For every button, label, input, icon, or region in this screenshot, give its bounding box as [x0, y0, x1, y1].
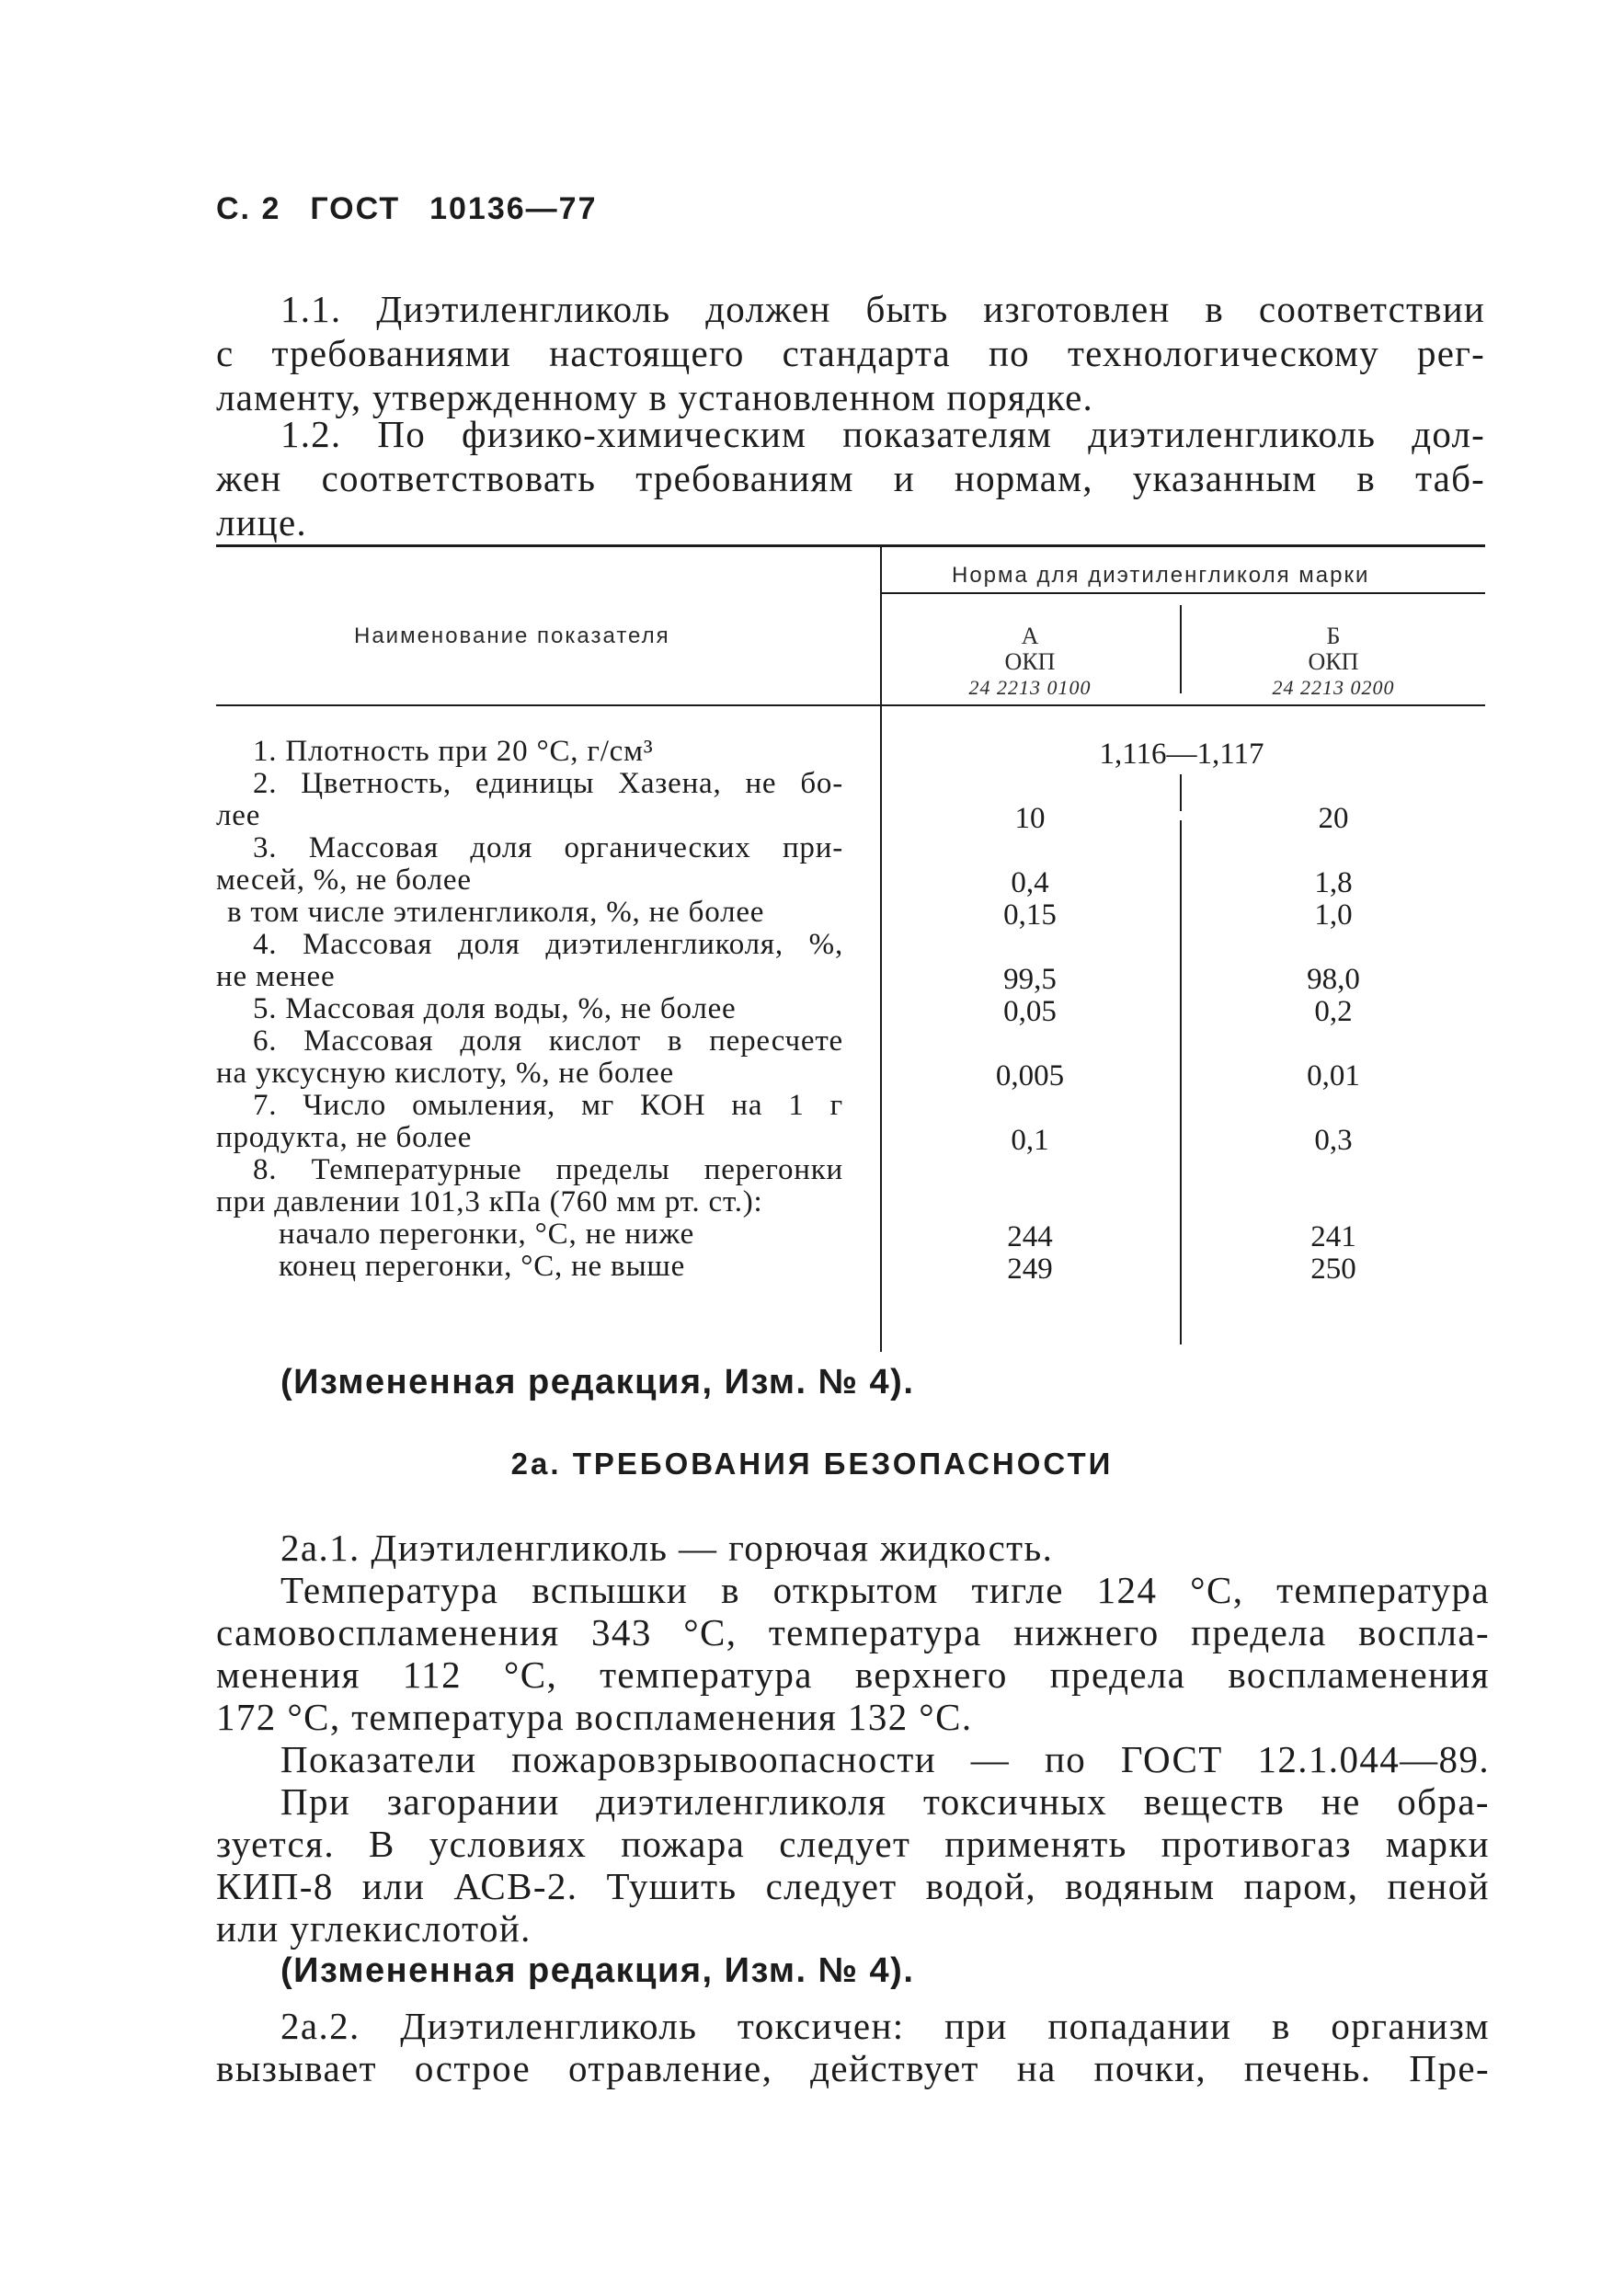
grade-label: Б	[1326, 623, 1341, 649]
table-row-label: начало перегонки, °С, не ниже	[279, 1218, 695, 1251]
table-cell-b: 250	[1310, 1253, 1356, 1286]
table-row-label: 8. Температурные пределы перегонки при давлении 101,3 кПа (760 мм рт. ст.):	[216, 1153, 843, 1218]
table-row-label: 1. Плотность при 20 °С, г/см³	[253, 735, 654, 768]
column-header-grade-a	[892, 623, 1168, 701]
text-line: жен соответствовать требованиям и нормам, указанным в таб-	[216, 457, 1485, 499]
section-title: 2а. ТРЕБОВАНИЯ БЕЗОПАСНОСТИ	[510, 1447, 1114, 1481]
table-cell-b: 1,8	[1314, 866, 1353, 899]
column-header-grade-b	[1191, 623, 1476, 701]
table-cell-a: 244	[1007, 1220, 1053, 1253]
table-header-bottom-rule	[216, 704, 1485, 706]
table-divider	[880, 544, 882, 1352]
okp-label: ОКП	[1004, 648, 1056, 675]
table-cell-a: 0,05	[1003, 995, 1057, 1028]
table-cell-b: 0,2	[1314, 995, 1353, 1028]
table-row-label: в том числе этиленгликоля, %, не более	[227, 896, 765, 929]
text-line: 172 °С, температура воспламенения 132 °С.	[216, 1696, 973, 1738]
text-line: Температура вспышки в открытом тигле 124 °С, температура	[280, 1569, 1490, 1611]
section-body-b	[216, 2005, 1490, 2089]
text-line: зуется. В условиях пожара следует применять противогаз марки	[216, 1823, 1490, 1865]
amendment-note: (Измененная редакция, Изм. № 4).	[280, 1951, 915, 1990]
text-line: или углекислотой.	[216, 1907, 532, 1950]
table-header-rule	[880, 592, 1485, 594]
text-line: При загорании диэтиленгликоля токсичных веществ не обра-	[280, 1780, 1490, 1823]
text-line: с требованиями настоящего стандарта по технологическому рег-	[216, 332, 1485, 374]
gost-number: 10136—77	[429, 191, 598, 226]
table-row-label: 4. Массовая доля диэтиленгликоля, %, не менее	[216, 928, 843, 993]
table-cell-a: 0,4	[1011, 866, 1049, 899]
okp-label: ОКП	[1308, 648, 1359, 675]
table-top-rule	[216, 544, 1485, 547]
table-cell-a: 99,5	[1003, 963, 1057, 996]
table-subdivider	[1180, 774, 1182, 811]
text-line: КИП-8 или АСВ-2. Тушить следует водой, водяным паром, пеной	[216, 1865, 1490, 1907]
table-row-label: конец перегонки, °С, не выше	[279, 1250, 686, 1283]
text-line: Показатели пожаровзрывоопасности — по ГОСТ 12.1.044—89.	[280, 1738, 1490, 1780]
grade-label: А	[1021, 623, 1039, 649]
table-cell-b: 0,01	[1307, 1059, 1360, 1093]
table-cell-a: 10	[1014, 802, 1046, 835]
text-line: лице.	[216, 501, 307, 543]
table-row-label: 5. Массовая доля воды, %, не более	[253, 992, 737, 1025]
column-header-norm: Норма для диэтиленгликоля марки	[952, 563, 1370, 588]
table-subdivider	[1180, 605, 1182, 693]
table-cell-a: 0,005	[995, 1059, 1065, 1093]
gost-label: ГОСТ	[310, 191, 401, 226]
okp-code: 24 2213 0100	[968, 676, 1092, 699]
table-cell-a: 0,1	[1011, 1124, 1049, 1157]
text-line: 1.1. Диэтиленгликоль должен быть изготовлен в соответствии	[280, 288, 1485, 330]
table-cell-b: 0,3	[1314, 1124, 1353, 1157]
table-cell-b: 20	[1318, 802, 1349, 835]
amendment-note: (Измененная редакция, Изм. № 4).	[280, 1363, 915, 1401]
page-number: С. 2	[216, 191, 281, 226]
text-line: 2а.1. Диэтиленгликоль — горючая жидкость.	[280, 1527, 1054, 1569]
table-cell-merged: 1,116—1,117	[1099, 738, 1264, 771]
table-row-label: 6. Массовая доля кислот в пересчете на уксусную кислоту, %, не более	[216, 1024, 843, 1090]
text-line: 2а.2. Диэтиленгликоль токсичен: при попадании в организм	[280, 2005, 1490, 2047]
column-header-name: Наименование показателя	[354, 623, 670, 648]
table-row-label: 2. Цветность, единицы Хазена, не бо- лее	[216, 767, 843, 832]
text-line: 1.2. По физико-химическим показателям диэтиленгликоль дол-	[280, 413, 1485, 455]
table-row-label: 3. Массовая доля органических при- месей, %, не более	[216, 831, 843, 897]
table-cell-a: 0,15	[1003, 898, 1057, 932]
table-subdivider	[1180, 820, 1182, 1344]
table-cell-b: 241	[1310, 1220, 1356, 1253]
text-line: вызывает острое отравление, действует на почки, печень. Пре-	[216, 2047, 1490, 2089]
text-line: ламенту, утвержденному в установленном порядке.	[216, 376, 1093, 418]
table-cell-b: 98,0	[1307, 963, 1360, 996]
paragraph-1-2	[216, 412, 1485, 544]
text-line: самовоспламенения 343 °С, температура нижнего предела воспла-	[216, 1611, 1490, 1653]
text-line: менения 112 °С, температура верхнего предела воспламенения	[216, 1653, 1490, 1696]
table-cell-a: 249	[1007, 1253, 1053, 1286]
okp-code: 24 2213 0200	[1272, 676, 1395, 699]
properties-table	[216, 544, 1485, 1354]
table-row-label: 7. Число омыления, мг КОН на 1 г продукта, не более	[216, 1089, 843, 1154]
paragraph-1-1	[216, 287, 1485, 419]
table-cell-b: 1,0	[1314, 898, 1353, 932]
page-header	[216, 191, 626, 227]
section-body-a	[216, 1527, 1490, 1950]
